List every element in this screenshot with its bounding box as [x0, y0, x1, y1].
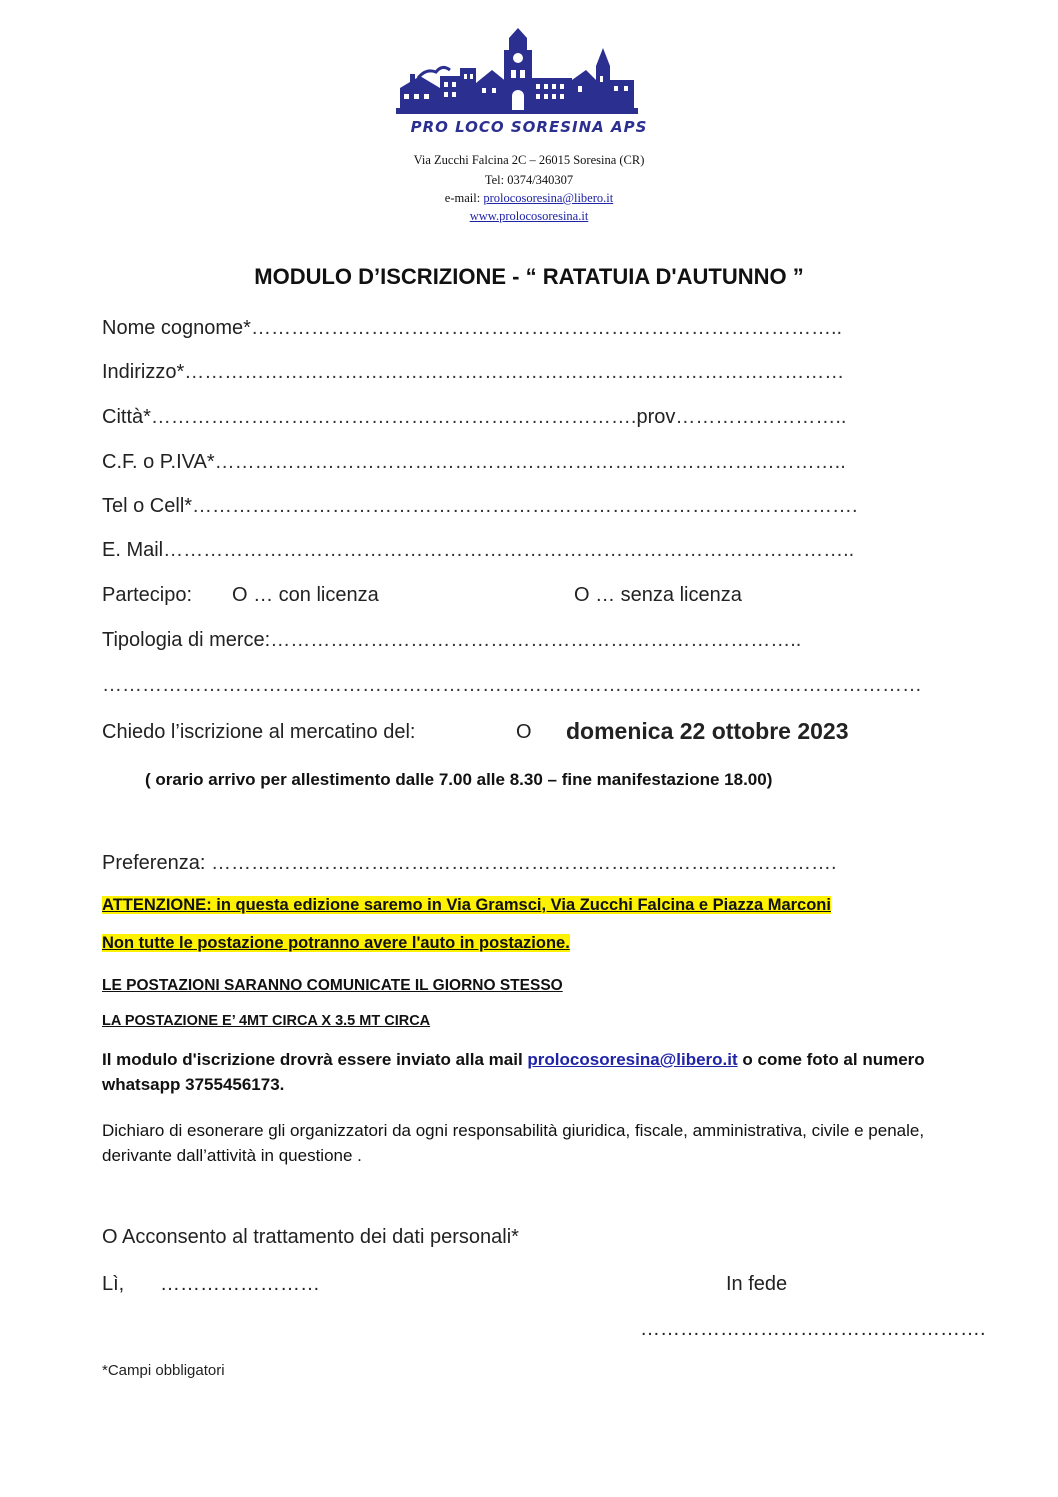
notice-dimensioni: LA POSTAZIONE E’ 4MT CIRCA X 3.5 MT CIRCA — [102, 1013, 431, 1029]
notice-attenzione-text: ATTENZIONE: in questa edizione saremo in Via Gramsci, Via Zucchi Falcina e Piazza Marconi — [102, 896, 831, 914]
field-cf-piva — [102, 451, 846, 474]
pro-loco-logo — [396, 28, 638, 114]
notice-comunicate: LE POSTAZIONI SARANNO COMUNICATE IL GIORNO STESSO — [102, 977, 563, 994]
luogo-label: Lì, — [102, 1273, 125, 1295]
field-label: E. Mail — [102, 539, 164, 561]
field-preferenza — [102, 852, 837, 875]
field-tipologia — [102, 629, 801, 652]
fill-line[interactable]: …………………………………………………………………………………. — [210, 852, 837, 874]
field-label: Città* — [102, 406, 151, 428]
page-title: MODULO D’ISCRIZIONE - “ RATATUIA D'AUTUNNO ” — [254, 264, 804, 289]
header-website-line — [0, 209, 1058, 223]
header-email-link[interactable]: prolocosoresina@libero.it — [483, 191, 614, 205]
field-label: Nome cognome* — [102, 317, 251, 339]
field-tel-cell — [102, 495, 858, 518]
notice-invio-email-link[interactable]: prolocosoresina@libero.it — [527, 1050, 738, 1069]
notice-invio-text-end: o come foto al numero whatsapp 3755456173. — [102, 1050, 925, 1094]
field-label: Tipologia di merce: — [102, 629, 271, 651]
field-extra-line — [102, 674, 922, 697]
header-address: Via Zucchi Falcina 2C – 26015 Soresina (CR) — [413, 153, 645, 167]
field-indirizzo — [102, 361, 844, 384]
iscrizione-label: Chiedo l’iscrizione al mercatino del: — [102, 721, 416, 743]
in-fede-label: In fede — [726, 1273, 788, 1295]
notice-invio-text: Il modulo d'iscrizione drovrà essere inviato alla mail — [102, 1050, 528, 1069]
option-senza-licenza[interactable]: O … senza licenza — [574, 584, 742, 606]
fill-line[interactable]: ………………………………………………………………………………….. — [214, 451, 846, 473]
notice-auto — [102, 934, 570, 953]
fill-line[interactable]: ……………………………………………………………………………………… — [184, 361, 845, 383]
option-con-licenza[interactable]: O … con licenza — [232, 584, 379, 606]
fill-line[interactable]: ………………………………………………………………………………………. — [192, 495, 858, 517]
luogo-fill-line[interactable]: …………………… — [160, 1273, 320, 1295]
fill-line[interactable]: …………………………………………………………………………………………………………… — [102, 674, 922, 696]
notice-attenzione — [102, 896, 831, 915]
dichiarazione: Dichiaro di esonerare gli organizzatori da ogni responsabilità giuridica, fiscale, amministrativa, civile e penale, derivante dall’attività in questione . — [102, 1121, 925, 1165]
header-email-label: e-mail: — [444, 191, 484, 205]
fill-line[interactable]: ………………………………………………………………………………………….. — [163, 539, 855, 561]
fill-line-prov[interactable]: …………………….. — [675, 406, 847, 428]
organization-name: PRO LOCO SORESINA APS — [410, 118, 648, 136]
field-email — [102, 539, 854, 562]
header-website-link[interactable]: www.prolocosoresina.it — [469, 209, 589, 223]
fill-line[interactable]: ………………………………………………………………. — [150, 406, 637, 428]
option-date-marker[interactable]: O — [516, 721, 532, 743]
field-label: Preferenza: — [102, 852, 211, 874]
fill-line[interactable]: …………………………………………………………………………….. — [250, 317, 843, 339]
field-citta — [102, 406, 847, 429]
event-date: domenica 22 ottobre 2023 — [566, 718, 849, 744]
field-nome-cognome — [102, 317, 842, 340]
event-schedule: ( orario arrivo per allestimento dalle 7.00 alle 8.30 – fine manifestazione 18.00) — [145, 770, 773, 789]
field-label: Tel o Cell* — [102, 495, 193, 517]
consenso-checkbox[interactable]: O Acconsento al trattamento dei dati personali* — [102, 1226, 519, 1248]
partecipo-label: Partecipo: — [102, 584, 193, 606]
header-tel: Tel: 0374/340307 — [484, 173, 574, 187]
signature-fill-line[interactable]: ……………………………………………. — [640, 1318, 986, 1340]
footnote: *Campi obbligatori — [102, 1362, 225, 1379]
field-label: Indirizzo* — [102, 361, 185, 383]
header-email-line — [0, 191, 1058, 205]
field-label: C.F. o P.IVA* — [102, 451, 215, 473]
field-label-prov: prov — [636, 406, 676, 428]
fill-line[interactable]: …………………………………………………………………….. — [270, 629, 802, 651]
notice-auto-text: Non tutte le postazione potranno avere l'auto in postazione. — [102, 934, 570, 952]
notice-invio — [102, 1047, 952, 1097]
